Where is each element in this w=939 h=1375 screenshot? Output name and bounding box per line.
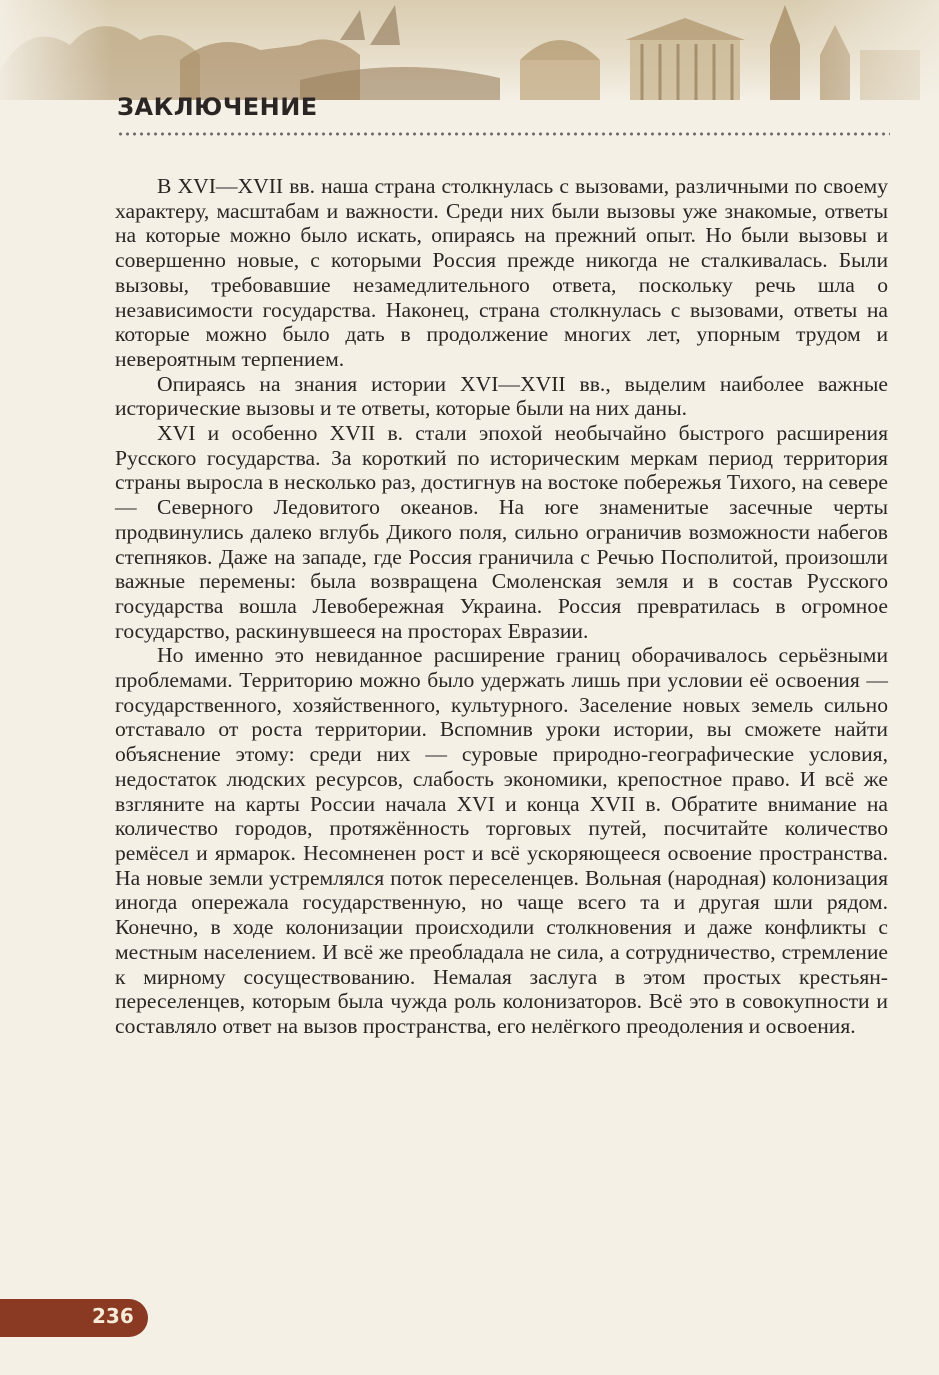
title-dotted-divider <box>117 132 890 136</box>
header-illustration <box>0 0 939 100</box>
paragraph: В XVI—XVII вв. наша страна столкнулась с вызовами, различными по своему характеру, масштабам и важности. Среди них были вызовы уже знакомые, ответы на которые можно было искать, опираясь на прежний опыт. Но были вызовы и совершенно новые, с которыми Россия прежде никогда не сталкивалась. Были вызовы, требовавшие незамедлительного ответа, поскольку речь шла о независимости государства. Наконец, страна столкнулась с вызовами, ответы на которые можно было дать в продолжение многих лет, упорным трудом и невероятным терпением. <box>115 174 888 371</box>
paragraph: Опираясь на знания истории XVI—XVII вв., выделим наиболее важные исторические вызовы и те ответы, которые были на них даны. <box>115 371 888 421</box>
paragraph: Но именно это невиданное расширение границ оборачивалось серьёзными проблемами. Территорию можно было удержать лишь при условии её освоения — государственного, хозяйственного, культурного. Заселение новых земель сильно отставало от роста территории. Вспомнив уроки истории, вы сможете найти объяснение этому: среди них — суровые природно-географические условия, недостаток людских ресурсов, слабость экономики, крепостное право. И всё же взгляните на карты России начала XVI и конца XVII в. Обратите внимание на количество городов, протяжённость торговых путей, посчитайте количество ремёсел и ярмарок. Несомненен рост и всё ускоряющееся освоение пространства. На новые земли устремлялся поток переселенцев. Вольная (народная) колонизация иногда опережала государственную, но чаще всего та и другая шли рядом. Конечно, в ходе колонизации происходили столкновения и даже конфликты с местным населением. И всё же преобладала не сила, а сотрудничество, стремление к мирному сосуществованию. Немалая заслуга в этом простых крестьян-переселенцев, которым была чужда роль колонизаторов. Всё это в совокупности и составляло ответ на вызов пространства, его нелёгкого преодоления и освоения. <box>115 643 888 1038</box>
chapter-title: ЗАКЛЮЧЕНИЕ <box>117 93 318 121</box>
paragraph: XVI и особенно XVII в. стали эпохой необычайно быстрого расширения Русского государства. За короткий по историческим меркам период территория страны выросла в несколько раз, достигнув на востоке побережья Тихого, на севере — Северного Ледовитого океанов. На юге знаменитые засечные черты продвинулись далеко вглубь Дикого поля, сильно ограничив возможности набегов степняков. Даже на западе, где Россия граничила с Речью Посполитой, произошли важные перемены: была возвращена Смоленская земля и в состав Русского государства вошла Левобережная Украина. Россия превратилась в огромное государство, раскинувшееся на просторах Евразии. <box>115 421 888 643</box>
page-number: 236 <box>92 1304 134 1328</box>
body-text <box>115 174 888 1039</box>
